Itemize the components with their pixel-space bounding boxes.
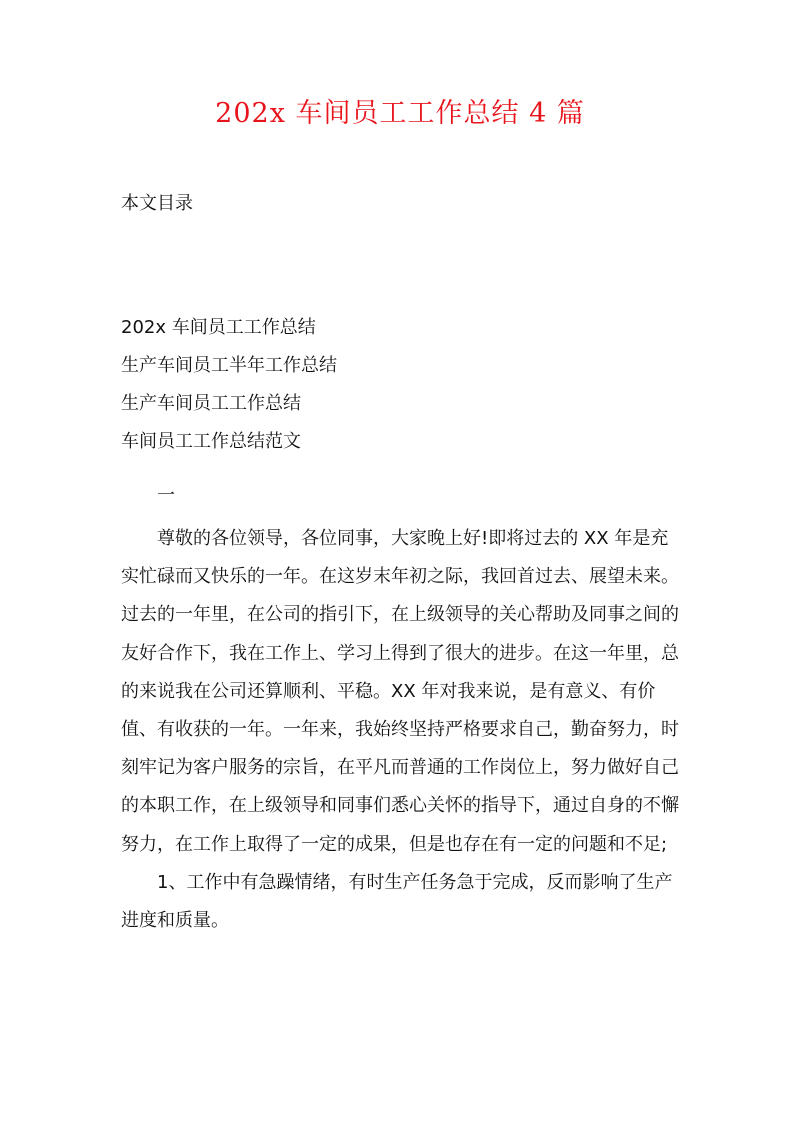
toc-item[interactable]: 车间员工工作总结范文	[121, 431, 301, 452]
body-text	[121, 520, 681, 940]
toc-item[interactable]: 202x 车间员工工作总结	[121, 317, 316, 338]
table-of-contents	[121, 314, 337, 466]
toc-heading: 本文目录	[121, 193, 193, 214]
toc-item[interactable]: 生产车间员工工作总结	[121, 393, 301, 414]
paragraph: 1、工作中有急躁情绪，有时生产任务急于完成，反而影响了生产进度和质量。	[121, 871, 673, 932]
section-number: 一	[157, 485, 175, 506]
document-title: 202x 车间员工工作总结 4 篇	[215, 98, 585, 129]
toc-item[interactable]: 生产车间员工半年工作总结	[121, 355, 337, 376]
paragraph: 尊敬的各位领导，各位同事，大家晚上好!即将过去的 XX 年是充实忙碌而又快乐的一年。在这岁末年初之际，我回首过去、展望未来。过去的一年里，在公司的指引下，在上级领导的关心帮助及同事之间的友好合作下，我在工作上、学习上得到了很大的进步。在这一年里，总的来说我在公司还算顺利、平稳。XX 年对我来说，是有意义、有价值、有收获的一年。一年来，我始终坚持严格要求自己，勤奋努力，时刻牢记为客户服务的宗旨，在平凡而普通的工作岗位上，努力做好自己的本职工作，在上级领导和同事们悉心关怀的指导下，通过自身的不懈努力，在工作上取得了一定的成果，但是也存在有一定的问题和不足;	[121, 528, 679, 855]
